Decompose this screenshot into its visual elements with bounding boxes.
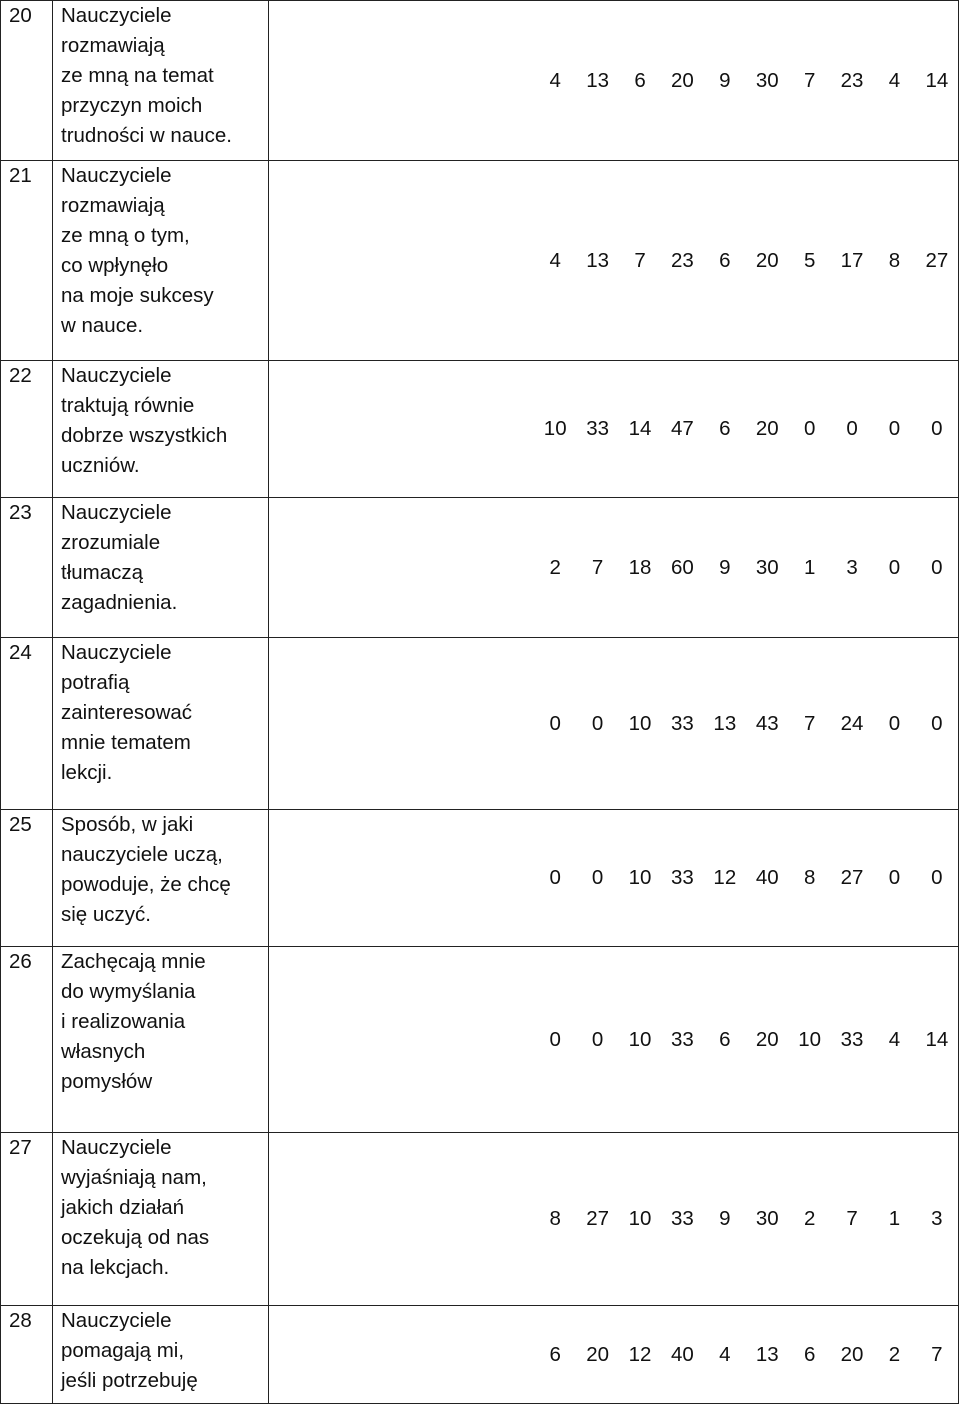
statement-line: tłumaczą: [61, 561, 144, 584]
statement-line: Nauczyciele: [61, 501, 172, 524]
values-row: [269, 414, 958, 444]
values-cell: [269, 1, 959, 161]
value-cell: 30: [755, 555, 779, 579]
row-number: 25: [1, 810, 53, 947]
values-row: [269, 66, 958, 96]
statement-line: trudności w nauce.: [61, 124, 232, 147]
value-cell: 0: [591, 711, 604, 735]
value-cell: 0: [931, 417, 943, 440]
value-cell: 0: [888, 417, 901, 440]
value-cell: 30: [755, 68, 779, 92]
value-cell: 18: [628, 555, 652, 579]
statement-cell: [53, 161, 269, 361]
statement-line: na lekcjach.: [61, 1256, 170, 1279]
value-cell: 13: [586, 248, 610, 272]
table-row: [1, 947, 959, 1133]
row-number: 26: [1, 947, 53, 1133]
value-cell: 6: [719, 248, 731, 272]
value-cell: 30: [755, 1207, 779, 1230]
statement-line: nauczyciele uczą,: [61, 843, 223, 866]
statement-line: Sposób, w jaki: [61, 813, 194, 836]
statement-cell: [53, 947, 269, 1133]
value-cell: 23: [671, 248, 694, 272]
value-cell: 13: [586, 68, 610, 92]
statement-cell: [53, 810, 269, 947]
value-cell: 4: [549, 68, 561, 92]
row-number: 23: [1, 498, 53, 638]
values-row: [269, 1025, 958, 1055]
value-cell: 0: [888, 555, 901, 579]
statement-line: się uczyć.: [61, 903, 151, 926]
table-row: [1, 1306, 959, 1404]
values-row: [269, 709, 958, 739]
table-row: [1, 161, 959, 361]
value-cell: 33: [671, 1207, 694, 1230]
statement-line: oczekują od nas: [61, 1226, 210, 1249]
statement-line: w nauce.: [61, 314, 144, 337]
values-cell: [269, 1306, 959, 1404]
value-cell: 0: [549, 1027, 561, 1051]
statement-line: ze mną na temat: [61, 64, 214, 87]
value-cell: 33: [840, 1027, 864, 1051]
value-cell: 10: [628, 711, 652, 735]
value-cell: 4: [549, 248, 561, 272]
value-cell: 13: [713, 711, 737, 735]
statement-line: przyczyn moich: [61, 94, 203, 117]
value-cell: 9: [719, 555, 731, 579]
value-cell: 10: [628, 1027, 652, 1051]
value-cell: 20: [840, 1342, 864, 1366]
statement-line: Nauczyciele: [61, 1309, 172, 1332]
statement-cell: [53, 1133, 269, 1306]
statement-line: zrozumiale: [61, 531, 161, 554]
values-cell: [269, 361, 959, 498]
value-cell: 33: [586, 417, 610, 440]
statement-line: Nauczyciele: [61, 4, 172, 27]
value-cell: 0: [888, 866, 901, 889]
statement-line: zainteresować: [61, 701, 193, 724]
survey-table-body: [1, 1, 959, 1404]
value-cell: 13: [755, 1342, 779, 1366]
value-cell: 0: [931, 866, 943, 889]
value-cell: 0: [931, 711, 943, 735]
values-cell: [269, 638, 959, 810]
value-cell: 4: [719, 1342, 731, 1366]
value-cell: 6: [719, 417, 731, 440]
statement-line: potrafią: [61, 671, 130, 694]
value-cell: 14: [925, 68, 949, 92]
statement-line: rozmawiają: [61, 34, 165, 57]
value-cell: 3: [846, 555, 858, 579]
value-cell: 6: [803, 1342, 816, 1366]
row-number: 21: [1, 161, 53, 361]
values-cell: [269, 498, 959, 638]
table-row: [1, 810, 959, 947]
value-cell: 0: [549, 866, 561, 889]
statement-line: zagadnienia.: [61, 591, 178, 614]
value-cell: 12: [628, 1342, 652, 1366]
statement-line: do wymyślania: [61, 980, 196, 1003]
value-cell: 17: [840, 248, 864, 272]
values-cell: [269, 810, 959, 947]
values-cell: [269, 947, 959, 1133]
statement-line: jeśli potrzebuję: [61, 1369, 198, 1392]
values-cell: [269, 161, 959, 361]
value-cell: 4: [888, 68, 901, 92]
value-cell: 33: [671, 866, 694, 889]
value-cell: 23: [840, 68, 864, 92]
value-cell: 2: [803, 1207, 816, 1230]
value-cell: 7: [803, 68, 816, 92]
statement-line: pomysłów: [61, 1070, 153, 1093]
values-row: [269, 553, 958, 583]
value-cell: 7: [803, 711, 816, 735]
value-cell: 60: [671, 555, 694, 579]
statement-line: Nauczyciele: [61, 164, 172, 187]
value-cell: 40: [755, 866, 779, 889]
value-cell: 8: [549, 1207, 561, 1230]
values-cell: [269, 1133, 959, 1306]
value-cell: 7: [931, 1342, 943, 1366]
table-row: [1, 1133, 959, 1306]
statement-line: własnych: [61, 1040, 146, 1063]
values-row: [269, 1340, 958, 1370]
row-number: 20: [1, 1, 53, 161]
statement-line: na moje sukcesy: [61, 284, 214, 307]
statement-line: Zachęcają mnie: [61, 950, 206, 973]
values-row: [269, 246, 958, 276]
value-cell: 10: [798, 1027, 822, 1051]
value-cell: 0: [591, 1027, 604, 1051]
statement-line: uczniów.: [61, 454, 140, 477]
value-cell: 24: [840, 711, 864, 735]
statement-line: co wpłynęło: [61, 254, 169, 277]
value-cell: 0: [549, 711, 561, 735]
row-number: 28: [1, 1306, 53, 1404]
value-cell: 4: [888, 1027, 901, 1051]
value-cell: 47: [671, 417, 694, 440]
value-cell: 0: [846, 417, 858, 440]
row-number: 24: [1, 638, 53, 810]
value-cell: 6: [549, 1342, 561, 1366]
value-cell: 8: [888, 248, 901, 272]
row-number: 22: [1, 361, 53, 498]
statement-line: jakich działań: [61, 1196, 185, 1219]
value-cell: 33: [671, 711, 694, 735]
value-cell: 0: [888, 711, 901, 735]
value-cell: 7: [846, 1207, 858, 1230]
values-row: [269, 1204, 958, 1234]
table-row: [1, 638, 959, 810]
value-cell: 9: [719, 1207, 731, 1230]
value-cell: 43: [755, 711, 779, 735]
statement-cell: [53, 498, 269, 638]
value-cell: 10: [628, 1207, 652, 1230]
value-cell: 0: [591, 866, 604, 889]
values-row: [269, 863, 958, 893]
value-cell: 40: [671, 1342, 694, 1366]
statement-line: powoduje, że chcę: [61, 873, 231, 896]
value-cell: 20: [755, 417, 779, 440]
value-cell: 0: [931, 555, 943, 579]
statement-line: dobrze wszystkich: [61, 424, 228, 447]
value-cell: 12: [713, 866, 737, 889]
statement-line: pomagają mi,: [61, 1339, 185, 1362]
table-row: [1, 361, 959, 498]
value-cell: 5: [803, 248, 816, 272]
value-cell: 10: [628, 866, 652, 889]
statement-line: i realizowania: [61, 1010, 186, 1033]
statement-line: lekcji.: [61, 761, 113, 784]
statement-line: Nauczyciele: [61, 641, 172, 664]
value-cell: 14: [925, 1027, 949, 1051]
value-cell: 20: [755, 248, 779, 272]
statement-line: mnie tematem: [61, 731, 191, 754]
statement-line: Nauczyciele: [61, 364, 172, 387]
value-cell: 1: [888, 1207, 901, 1230]
value-cell: 10: [543, 417, 567, 440]
statement-line: ze mną o tym,: [61, 224, 190, 247]
value-cell: 3: [931, 1207, 943, 1230]
value-cell: 2: [888, 1342, 901, 1366]
value-cell: 14: [628, 417, 652, 440]
value-cell: 8: [803, 866, 816, 889]
value-cell: 33: [671, 1027, 694, 1051]
value-cell: 6: [634, 68, 646, 92]
value-cell: 0: [803, 417, 816, 440]
statement-line: Nauczyciele: [61, 1136, 172, 1159]
statement-line: wyjaśniają nam,: [61, 1166, 207, 1189]
value-cell: 27: [840, 866, 864, 889]
value-cell: 20: [755, 1027, 779, 1051]
value-cell: 6: [719, 1027, 731, 1051]
row-number: 27: [1, 1133, 53, 1306]
value-cell: 7: [591, 555, 604, 579]
statement-cell: [53, 1306, 269, 1404]
statement-cell: [53, 1, 269, 161]
table-row: [1, 1, 959, 161]
value-cell: 20: [586, 1342, 610, 1366]
statement-cell: [53, 361, 269, 498]
value-cell: 9: [719, 68, 731, 92]
value-cell: 27: [586, 1207, 610, 1230]
statement-cell: [53, 638, 269, 810]
value-cell: 7: [634, 248, 646, 272]
statement-line: traktują równie: [61, 394, 195, 417]
value-cell: 1: [803, 555, 816, 579]
value-cell: 20: [671, 68, 694, 92]
value-cell: 27: [925, 248, 949, 272]
table-row: [1, 498, 959, 638]
value-cell: 2: [549, 555, 561, 579]
statement-line: rozmawiają: [61, 194, 165, 217]
